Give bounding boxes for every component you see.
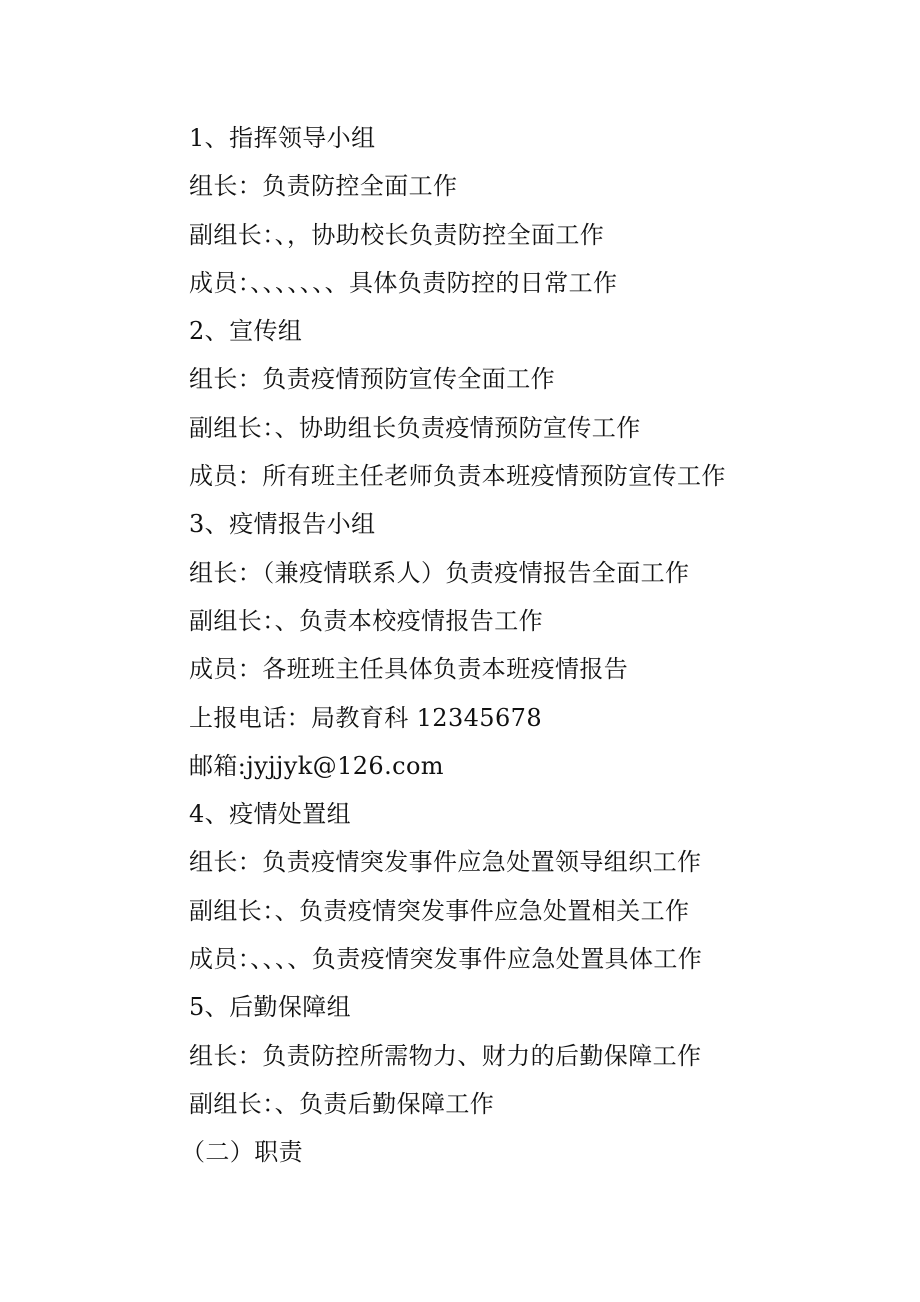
text-line: 组长：负责防控全面工作 [189, 172, 458, 201]
text-line: 组长：负责疫情突发事件应急处置领导组织工作 [189, 848, 702, 877]
text-line: 副组长：、协助组长负责疫情预防宣传工作 [189, 413, 641, 442]
text-line: 组长：（兼疫情联系人）负责疫情报告全面工作 [189, 558, 690, 587]
document-body [181, 114, 869, 1177]
text-line: 副组长：、负责后勤保障工作 [189, 1089, 495, 1118]
text-line: 组长：负责防控所需物力、财力的后勤保障工作 [189, 1041, 702, 1070]
text-line: 成员：所有班主任老师负责本班疫情预防宣传工作 [189, 462, 726, 491]
text-line: 副组长：、，协助校长负责防控全面工作 [189, 220, 605, 249]
section-heading-duties: （二）职责 [181, 1138, 303, 1167]
section-heading-publicity-group: 2、宣传组 [189, 317, 303, 346]
text-line: 副组长：、负责本校疫情报告工作 [189, 606, 543, 635]
text-line: 成员：、、、、、、、具体负责防控的日常工作 [189, 268, 618, 297]
section-heading-report-group: 3、疫情报告小组 [189, 510, 376, 539]
text-line: 成员：各班班主任具体负责本班疫情报告 [189, 655, 629, 684]
text-line: 成员：、、、、负责疫情突发事件应急处置具体工作 [189, 945, 703, 974]
report-email: 邮箱:jyjjyk@126.com [189, 751, 444, 780]
report-phone: 上报电话：局教育科 12345678 [189, 703, 542, 732]
text-line: 副组长：、负责疫情突发事件应急处置相关工作 [189, 896, 690, 925]
text-line: 组长：负责疫情预防宣传全面工作 [189, 365, 555, 394]
section-heading-command-group: 1、指挥领导小组 [189, 124, 376, 152]
section-heading-logistics-group: 5、后勤保障组 [189, 993, 352, 1022]
section-heading-disposal-group: 4、疫情处置组 [189, 800, 352, 829]
